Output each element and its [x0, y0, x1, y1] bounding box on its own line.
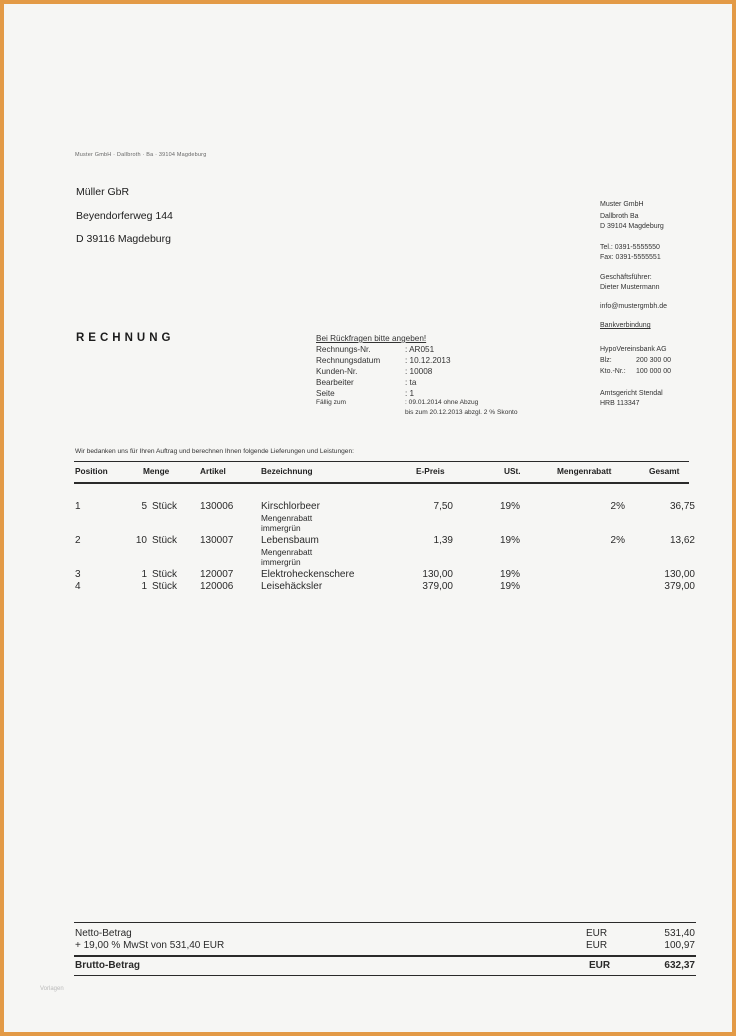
kto-value: 100 000 00: [636, 368, 672, 375]
header-bezeichnung: Bezeichnung: [261, 466, 313, 476]
row1-vat: 19%: [500, 501, 521, 512]
row3-qty: 1: [141, 569, 147, 580]
row2-discount: 2%: [610, 535, 625, 546]
row4-article: 120006: [200, 581, 234, 592]
row4-position: 4: [75, 581, 81, 592]
header-menge: Menge: [143, 466, 170, 476]
info-label-rechnungsnr: Rechnungs-Nr.: [316, 345, 371, 354]
netto-currency: EUR: [586, 928, 608, 939]
header-position: Position: [75, 466, 108, 476]
row1-unit: Stück: [152, 501, 178, 512]
bank-name: HypoVereinsbank AG: [600, 346, 667, 353]
info-heading: Bei Rückfragen bitte angeben!: [316, 334, 427, 343]
row2-position: 2: [75, 535, 81, 546]
info-label-bearbeiter: Bearbeiter: [316, 378, 354, 387]
director-label: Geschäftsführer:: [600, 274, 652, 281]
info-label-faellig: Fällig zum: [316, 399, 347, 406]
footer-watermark: Vorlagen: [40, 986, 64, 992]
mwst-currency: EUR: [586, 940, 608, 951]
info-value-rechnungsnr: : AR051: [405, 345, 435, 354]
header-ust: USt.: [504, 466, 521, 476]
row3-vat: 19%: [500, 569, 521, 580]
row2-desc-discount: Mengenrabatt: [261, 547, 313, 557]
sender-line: Muster GmbH · Dallbroth · Ba · 39104 Magdeburg: [75, 152, 207, 158]
row1-desc-discount: Mengenrabatt: [261, 513, 313, 523]
header-epreis: E-Preis: [416, 466, 445, 476]
row2-total: 13,62: [669, 535, 695, 546]
blz-label: Blz:: [600, 357, 612, 364]
row2-qty: 10: [135, 535, 147, 546]
row4-price: 379,00: [422, 581, 453, 592]
row3-desc: Elektroheckenschere: [261, 569, 355, 580]
company-fax: Fax: 0391-5555551: [600, 254, 661, 261]
recipient-name: Müller GbR: [76, 186, 130, 198]
brutto-rule: [74, 955, 696, 957]
info-label-seite: Seite: [316, 389, 335, 398]
netto-label: Netto-Betrag: [75, 928, 132, 939]
info-value-rechnungsdatum: : 10.12.2013: [405, 356, 451, 365]
mwst-value: 100,97: [664, 940, 695, 951]
row3-unit: Stück: [152, 569, 178, 580]
info-value-seite: : 1: [405, 389, 415, 398]
company-email: info@mustergmbh.de: [600, 303, 668, 310]
table-header-rule: [74, 482, 689, 484]
row2-desc-note: immergrün: [261, 557, 301, 567]
netto-value: 531,40: [664, 928, 695, 939]
row1-position: 1: [75, 501, 81, 512]
row2-article: 130007: [200, 535, 234, 546]
company-city: D 39104 Magdeburg: [600, 223, 664, 230]
bank-label: Bankverbindung: [600, 322, 651, 329]
row3-price: 130,00: [422, 569, 453, 580]
company-name: Muster GmbH: [600, 201, 644, 208]
header-gesamt: Gesamt: [649, 466, 680, 476]
brutto-value: 632,37: [664, 960, 695, 971]
row1-qty: 5: [141, 501, 147, 512]
intro-text: Wir bedanken uns für Ihren Auftrag und berechnen Ihnen folgende Lieferungen und Leistungen:: [75, 448, 354, 455]
info-value-bearbeiter: : ta: [405, 378, 417, 387]
row3-article: 120007: [200, 569, 234, 580]
brutto-currency: EUR: [589, 960, 611, 971]
recipient-street: Beyendorferweg 144: [76, 210, 173, 222]
company-street: Dallbroth Ba: [600, 213, 639, 220]
row2-unit: Stück: [152, 535, 178, 546]
header-mengenrabatt: Mengenrabatt: [557, 466, 612, 476]
row1-price: 7,50: [433, 501, 453, 512]
blz-value: 200 300 00: [636, 357, 672, 364]
table-top-rule: [74, 461, 689, 462]
row4-qty: 1: [141, 581, 147, 592]
company-tel: Tel.: 0391-5555550: [600, 244, 660, 251]
row1-discount: 2%: [610, 501, 625, 512]
director-name: Dieter Mustermann: [600, 284, 660, 291]
row2-desc: Lebensbaum: [261, 535, 319, 546]
brutto-bottom-rule: [74, 975, 696, 976]
row4-total: 379,00: [664, 581, 695, 592]
totals-top-rule: [74, 922, 696, 923]
header-artikel: Artikel: [200, 466, 226, 476]
skonto-note: bis zum 20.12.2013 abzgl. 2 % Skonto: [405, 409, 518, 416]
brutto-label: Brutto-Betrag: [75, 960, 140, 971]
row2-price: 1,39: [433, 535, 453, 546]
kto-label: Kto.-Nr.:: [600, 368, 626, 375]
info-label-rechnungsdatum: Rechnungsdatum: [316, 356, 381, 365]
row1-total: 36,75: [669, 501, 695, 512]
mwst-label: + 19,00 % MwSt von 531,40 EUR: [75, 940, 225, 951]
row1-article: 130006: [200, 501, 234, 512]
info-value-kundennr: : 10008: [405, 367, 433, 376]
row1-desc: Kirschlorbeer: [261, 501, 320, 512]
row3-position: 3: [75, 569, 81, 580]
row2-vat: 19%: [500, 535, 521, 546]
row4-vat: 19%: [500, 581, 521, 592]
info-value-faellig: : 09.01.2014 ohne Abzug: [405, 399, 479, 406]
info-label-kundennr: Kunden-Nr.: [316, 367, 358, 376]
recipient-city: D 39116 Magdeburg: [76, 233, 171, 245]
row4-desc: Leisehäcksler: [261, 581, 323, 592]
hrb-number: HRB 113347: [600, 400, 640, 407]
row4-unit: Stück: [152, 581, 178, 592]
court: Amtsgericht Stendal: [600, 390, 663, 397]
row3-total: 130,00: [664, 569, 695, 580]
row1-desc-note: immergrün: [261, 523, 301, 533]
document-title: RECHNUNG: [76, 332, 175, 344]
